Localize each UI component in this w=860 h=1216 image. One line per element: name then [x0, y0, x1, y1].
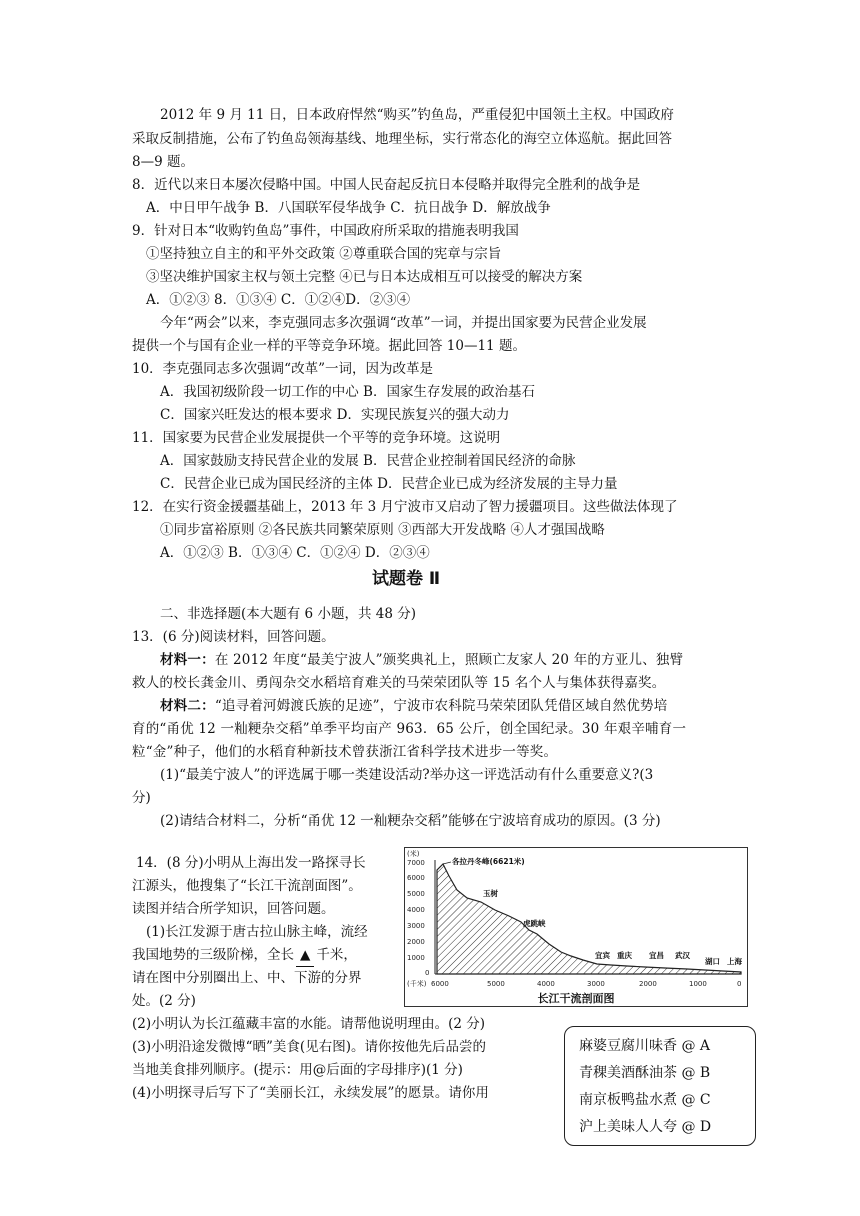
place-hukou: 湖口 [705, 957, 720, 966]
q9-stem: 9．针对日本“收购钓鱼岛”事件，中国政府所采取的措施表明我国 [132, 223, 519, 239]
q14-line10: 当地美食排列顺序。(提示：用@后面的字母排序)(1 分) [132, 1062, 463, 1078]
material2-label: 材料二： [160, 698, 215, 714]
intro2-line2: 提供一个与国有企业一样的平等竞争环境。据此回答 10—11 题。 [132, 338, 526, 354]
x-tick-0: 0 [737, 980, 742, 988]
y-tick-5000: 5000 [407, 890, 425, 898]
q8-stem: 8．近代以来日本屡次侵略中国。中国人民奋起反抗日本侵略并取得完全胜利的战争是 [132, 177, 641, 193]
q11-stem: 11．国家要为民营企业发展提供一个平等的竞争环境。这说明 [132, 430, 501, 446]
y-tick-6000: 6000 [407, 874, 425, 882]
q12-items: ①同步富裕原则 ②各民族共同繁荣原则 ③西部大开发战略 ④人才强国战略 [160, 522, 605, 538]
q9-items1: ①坚持独立自主的和平外交政策 ②尊重联合国的宪章与宗旨 [146, 246, 502, 262]
y-tick-2000: 2000 [407, 938, 425, 946]
menu-item-b: 青稞美酒酥油茶 @ B [579, 1065, 711, 1081]
q14-line3: 读图并结合所学知识，回答问题。 [132, 901, 335, 917]
y-unit-label: (米) [407, 850, 420, 858]
q14-line5-text: 我国地势的三级阶梯，全长 [132, 947, 294, 963]
place-chongqing: 重庆 [617, 951, 632, 960]
place-hutiaoxia: 虎跳峡 [523, 919, 546, 928]
y-tick-4000: 4000 [407, 906, 425, 914]
y-tick-1000: 1000 [407, 954, 425, 962]
q14-line5-unit: 千米， [316, 947, 357, 963]
yangtze-profile-figure [404, 847, 748, 1007]
menu-item-d: 沪上美味人人夸 @ D [579, 1119, 712, 1135]
q14-line7: 处。(2 分) [132, 993, 196, 1009]
material1-label: 材料一： [160, 652, 215, 668]
intro1-line2: 采取反制措施，公布了钓鱼岛领海基线、地理坐标，实行常态化的海空立体巡航。据此回答 [132, 131, 672, 147]
q9-items2: ③坚决维护国家主权与领土完整 ④已与日本达成相互可以接受的解决方案 [146, 269, 583, 285]
q11-options-row1: A．国家鼓励支持民营企业的发展 B．民营企业控制着国民经济的命脉 [160, 453, 576, 469]
x-tick-4000: 4000 [537, 980, 555, 988]
place-yibin: 宜宾 [595, 951, 610, 960]
q14-line1: 14．(8 分)小明从上海出发一路探寻长 [136, 855, 366, 871]
q8-options: A．中日甲午战争 B．八国联军侵华战争 C．抗日战争 D．解放战争 [146, 200, 551, 216]
answer-blank[interactable]: ▲ [296, 944, 314, 967]
q9-options: A．①②③ 8．①③④ C．①②④D．②③④ [146, 292, 411, 308]
place-yichang: 宜昌 [649, 951, 664, 960]
material2-text: “追寻着河姆渡氏族的足迹”，宁波市农科院马荣荣团队凭借区域自然优势培 [214, 698, 668, 714]
q10-options-row2: C．国家兴旺发达的根本要求 D．实现民族复兴的强大动力 [160, 407, 510, 423]
x-tick-1000: 1000 [689, 980, 707, 988]
intro1-line1: 2012 年 9 月 11 日，日本政府悍然“购买”钓鱼岛，严重侵犯中国领土主权。中国政府 [160, 107, 674, 123]
q13-material2-line1 [160, 695, 667, 717]
q14-line11: (4)小明探寻后写下了“美丽长江，永续发展”的愿景。请你用 [132, 1085, 489, 1101]
q14-line9: (3)小明沿途发微博“晒”美食(见右图)。请你按他先后品尝的 [132, 1039, 486, 1055]
q13-material1-line1 [160, 649, 683, 671]
menu-item-c: 南京板鸭盐水煮 @ C [579, 1092, 711, 1108]
menu-item-a: 麻婆豆腐川味香 @ A [579, 1038, 711, 1054]
place-yushu: 玉树 [483, 889, 498, 898]
food-menu-box [564, 1026, 756, 1146]
section-title: 试题卷 Ⅱ [372, 569, 441, 589]
q12-options: A．①②③ B．①③④ C．①②④ D．②③④ [160, 545, 430, 561]
intro1-line3: 8—9 题。 [132, 154, 194, 170]
q14-line2: 江源头，他搜集了“长江干流剖面图”。 [132, 878, 362, 894]
y-tick-0: 0 [425, 969, 430, 977]
q12-stem: 12．在实行资金援疆基础上，2013 年 3 月宁波市又启动了智力援疆项目。这些做法体现了 [132, 499, 678, 515]
material1-text: 在 2012 年度“最美宁波人”颁奖典礼上，照顾亡友家人 20 年的方亚儿、独臂 [214, 652, 684, 668]
q14-line6: 请在图中分别圈出上、中、下游的分界 [132, 970, 362, 986]
q10-options-row1: A．我国初级阶段一切工作的中心 B．国家生存发展的政治基石 [160, 384, 535, 400]
profile-svg [405, 848, 747, 1006]
q14-line8: (2)小明认为长江蕴藏丰富的水能。请帮他说明理由。(2 分) [132, 1016, 486, 1032]
q13-material1-line2: 救人的校长龚金川、勇闯杂交水稻培育难关的马荣荣团队等 15 名个人与集体获得嘉奖。 [132, 675, 666, 691]
x-tick-2000: 2000 [639, 980, 657, 988]
profile-caption: 长江干流剖面图 [537, 992, 615, 1005]
q13-material2-line2: 育的“甬优 12 一籼粳杂交稻”单季平均亩产 963．65 公斤，创全国纪录。30 年艰辛哺育一 [132, 721, 687, 737]
q13-sub1-line1: (1)“最美宁波人”的评选属于哪一类建设活动?举办这一评选活动有什么重要意义?(3 [160, 767, 654, 783]
y-tick-7000: 7000 [407, 859, 425, 867]
x-tick-6000: 6000 [431, 980, 449, 988]
intro2-line1: 今年“两会”以来，李克强同志多次强调“改革”一词，并提出国家要为民营企业发展 [160, 315, 647, 331]
x-tick-3000: 3000 [587, 980, 605, 988]
q13-sub2: (2)请结合材料二，分析“甬优 12 一籼粳杂交稻”能够在宁波培育成功的原因。(3 分) [160, 813, 661, 829]
q14-line4: (1)长江发源于唐古拉山脉主峰，流经 [146, 924, 368, 940]
q10-stem: 10．李克强同志多次强调“改革”一词，因为改革是 [132, 361, 433, 377]
terrain-profile [437, 864, 741, 974]
q13-sub1-line2: 分) [132, 790, 151, 806]
q13-material2-line3: 粒“金”种子，他们的水稻育种新技术曾获浙江省科学技术进步一等奖。 [132, 744, 558, 760]
q14-line5 [132, 944, 357, 967]
y-tick-3000: 3000 [407, 922, 425, 930]
x-unit-label: (千米) [407, 980, 427, 988]
peak-label: 各拉丹冬峰(6621米) [452, 857, 525, 866]
place-shanghai: 上海 [727, 957, 742, 966]
x-tick-5000: 5000 [487, 980, 505, 988]
q13-stem: 13．(6 分)阅读材料，回答问题。 [132, 629, 335, 645]
q11-options-row2: C．民营企业已成为国民经济的主体 D．民营企业已成为经济发展的主导力量 [160, 476, 618, 492]
section-header: 二、非选择题(本大题有 6 小题，共 48 分) [160, 606, 416, 622]
place-wuhan: 武汉 [675, 951, 690, 960]
